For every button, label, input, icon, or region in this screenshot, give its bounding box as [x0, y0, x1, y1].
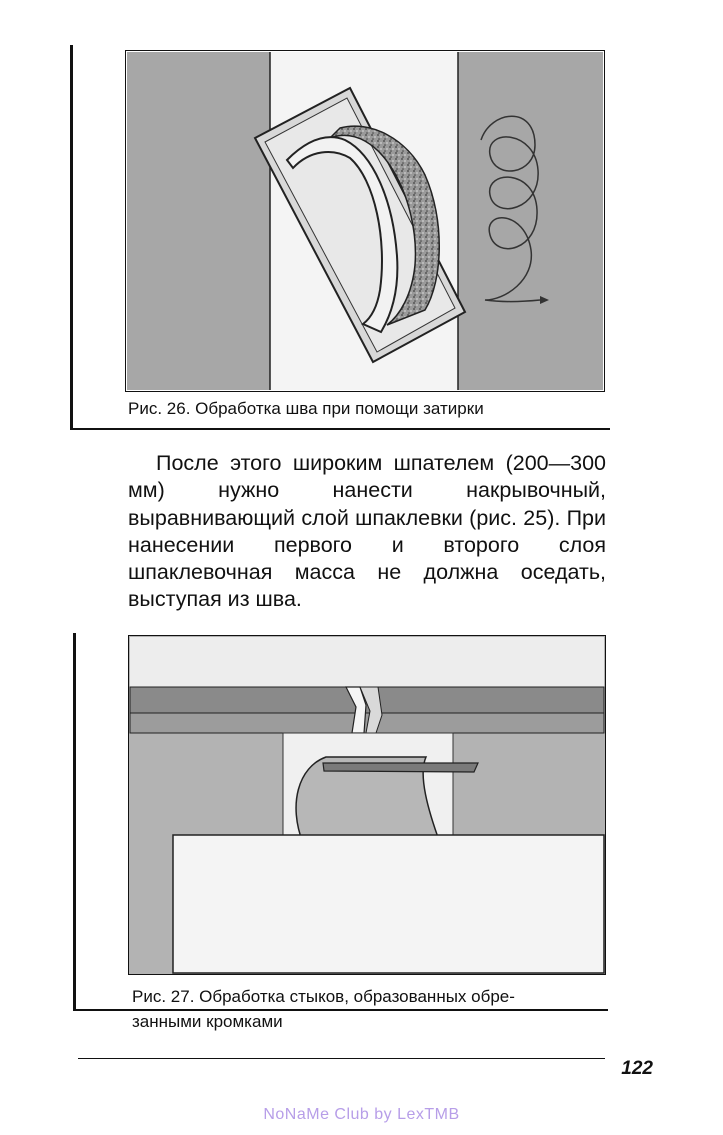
figure-26-left-rule [70, 45, 73, 430]
page-number: 122 [621, 1058, 653, 1079]
figure-27-caption-line1: Рис. 27. Обработка стыков, образованных обре- [132, 987, 515, 1006]
footer-rule [78, 1058, 605, 1059]
figure-27-caption-line2: занными кромками [132, 1012, 283, 1031]
front-block [173, 835, 604, 973]
right-wall-panel [458, 52, 603, 390]
figure-27-illustration [128, 635, 606, 975]
ceiling-area [130, 637, 604, 687]
body-paragraph: После этого широким шпателем (200—300 мм) нужно нанести накрывочный, выравнивающий слой шпаклевки (рис. 25). При нанесении первого и второго слоя шпаклевочная масса не должна оседать, выступая из шва. [128, 451, 606, 612]
figure-26-bottom-rule [70, 428, 610, 430]
watermark-text: NoNaMe Club by LexTMB [263, 1106, 460, 1123]
figure-26-illustration [125, 50, 605, 392]
figure-27-left-rule [73, 633, 76, 1011]
figure-26-caption: Рис. 26. Обработка шва при помощи затирки [128, 399, 484, 418]
left-wall-panel [127, 52, 270, 390]
